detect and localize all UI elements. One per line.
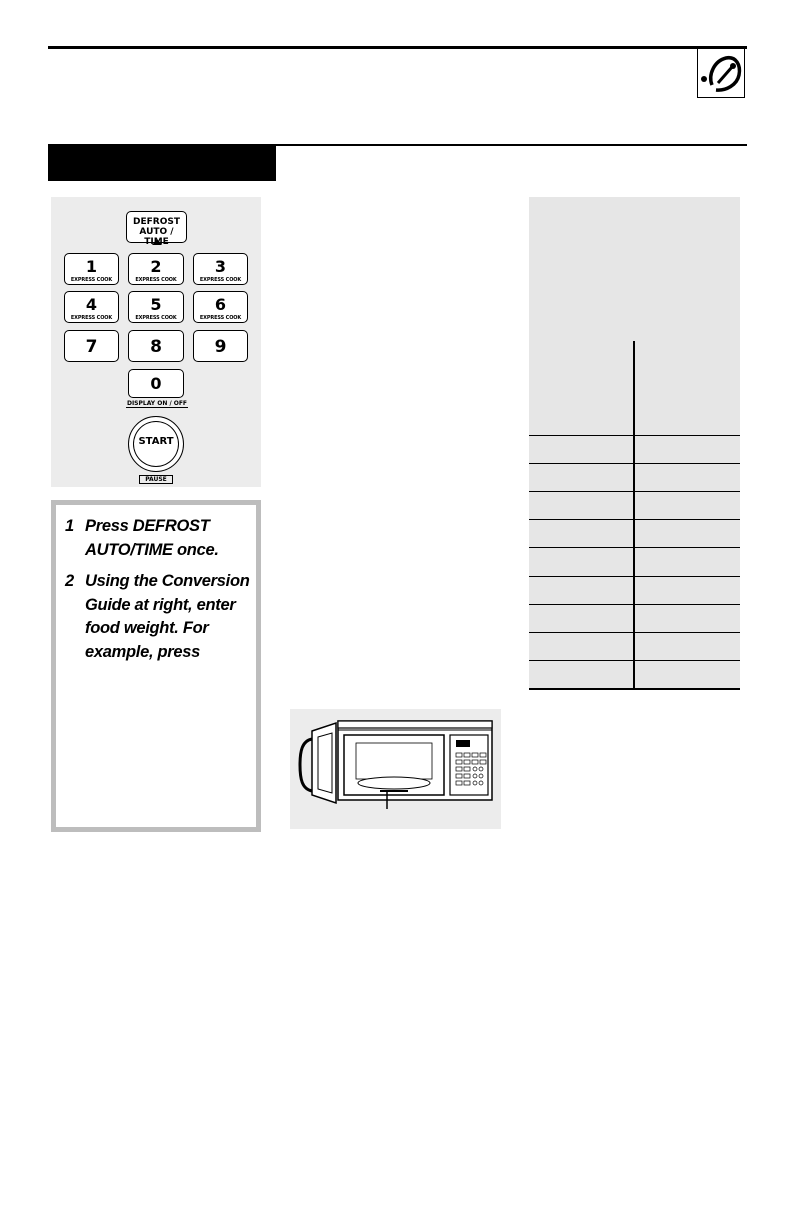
key-5-sublabel: EXPRESS COOK xyxy=(135,315,177,321)
microwave-illustration xyxy=(290,709,501,829)
conversion-guide-column-divider xyxy=(633,341,635,690)
instructions-box xyxy=(51,500,261,832)
display-label-underline xyxy=(126,407,188,408)
display-on-off-label: DISPLAY ON / OFF xyxy=(126,400,188,407)
section-tab xyxy=(48,146,276,181)
defrost-indicator-icon xyxy=(152,239,162,245)
key-1[interactable] xyxy=(64,253,119,285)
key-7-number: 7 xyxy=(85,337,98,357)
key-8[interactable] xyxy=(128,330,184,362)
key-1-number: 1 xyxy=(85,257,98,276)
table-row-line xyxy=(529,660,740,661)
step-2-text: Using the Conversion Guide at right, enter food weight. For example, press xyxy=(85,572,250,661)
instruction-step-1 xyxy=(65,515,250,562)
instruction-step-2 xyxy=(65,570,250,664)
table-row-line xyxy=(529,547,740,548)
auto-time-key-label: AUTO / TIME xyxy=(139,227,174,247)
step-1-text: Press DEFROST AUTO/TIME once. xyxy=(85,517,219,559)
key-3[interactable] xyxy=(193,253,248,285)
key-5-number: 5 xyxy=(150,295,162,314)
key-4-number: 4 xyxy=(85,295,98,314)
table-row-line xyxy=(529,491,740,492)
key-2-number: 2 xyxy=(150,257,162,276)
microwave-open-door-icon xyxy=(290,709,501,829)
conversion-guide-header xyxy=(529,197,740,341)
table-row-line xyxy=(529,604,740,605)
key-4[interactable] xyxy=(64,291,119,323)
key-3-sublabel: EXPRESS COOK xyxy=(199,277,242,283)
step-2-number: 2 xyxy=(65,572,74,590)
defrost-key-label: DEFROST xyxy=(133,217,180,227)
key-9[interactable] xyxy=(193,330,248,362)
key-9-number: 9 xyxy=(214,337,227,357)
control-panel-keypad xyxy=(51,197,261,487)
brand-logo-box xyxy=(697,49,745,98)
pause-label: PAUSE xyxy=(139,475,173,484)
start-button-label: START xyxy=(138,436,174,447)
table-row-line xyxy=(529,519,740,520)
table-row-line xyxy=(529,632,740,633)
table-row-line xyxy=(529,463,740,464)
key-7[interactable] xyxy=(64,330,119,362)
key-4-sublabel: EXPRESS COOK xyxy=(70,315,113,321)
key-3-number: 3 xyxy=(214,257,227,276)
table-row-line xyxy=(529,435,740,436)
key-6-sublabel: EXPRESS COOK xyxy=(199,315,242,321)
conversion-guide-bottom-rule xyxy=(529,688,740,690)
key-6[interactable] xyxy=(193,291,248,323)
key-2-sublabel: EXPRESS COOK xyxy=(135,277,177,283)
brand-logo-icon xyxy=(698,49,744,97)
key-0[interactable] xyxy=(128,369,184,398)
key-5[interactable] xyxy=(128,291,184,323)
header-rule xyxy=(48,46,747,49)
key-1-sublabel: EXPRESS COOK xyxy=(70,277,113,283)
key-8-number: 8 xyxy=(150,337,162,357)
step-1-number: 1 xyxy=(65,517,74,535)
conversion-guide-table xyxy=(529,197,740,690)
key-0-number: 0 xyxy=(150,374,162,393)
table-row-line xyxy=(529,576,740,577)
key-6-number: 6 xyxy=(214,295,227,314)
start-button[interactable] xyxy=(128,416,184,472)
key-2[interactable] xyxy=(128,253,184,285)
